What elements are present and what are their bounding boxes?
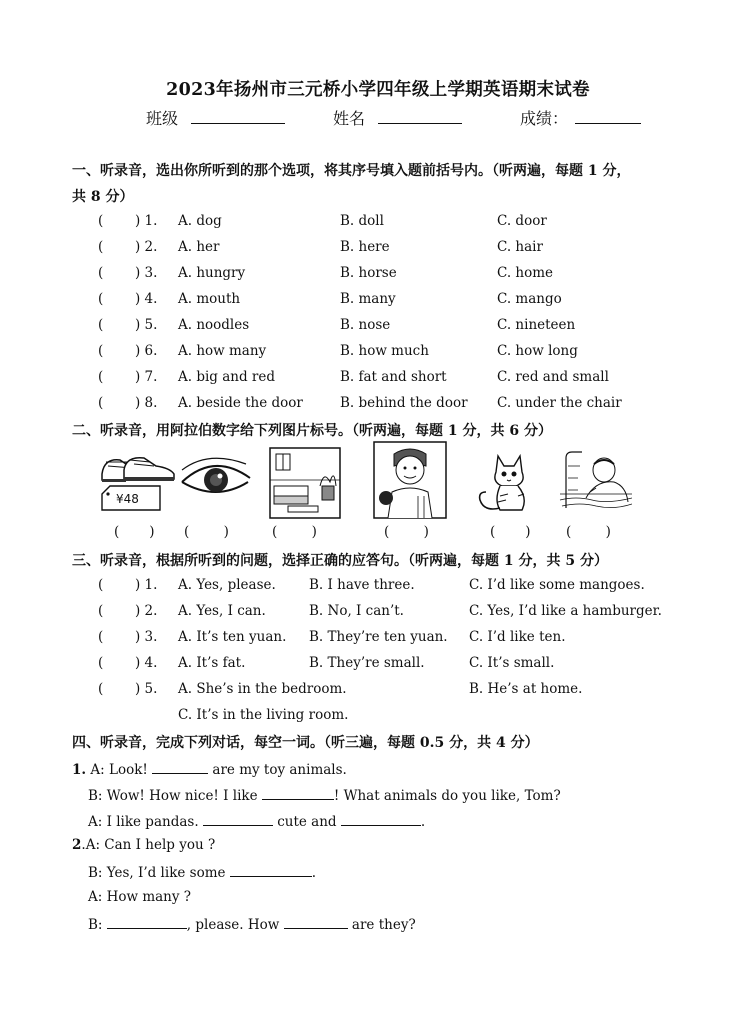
score-label: 成绩： (520, 109, 569, 128)
fill-blank[interactable] (341, 812, 421, 826)
dialogue-line (88, 812, 425, 830)
dialogue-line (72, 760, 347, 778)
option-c: C. Yes, I’d like a hamburger. (469, 603, 662, 619)
option-c: C. I’d like some mangoes. (469, 577, 645, 593)
option-a: A. It’s ten yuan. (178, 629, 287, 645)
answer-paren[interactable]: ( (98, 577, 104, 593)
dialogue-text: are my toy animals. (212, 762, 347, 778)
dialogue-line (88, 786, 561, 804)
fill-blank[interactable] (107, 915, 187, 929)
answer-paren[interactable]: ( (98, 317, 104, 333)
answer-paren[interactable]: ( (98, 291, 104, 307)
option-c: C. door (497, 213, 547, 229)
answer-paren[interactable]: ( (98, 369, 104, 385)
shoes-picture (98, 448, 178, 516)
section4-heading: 四、听录音，完成下列对话，每空一词。（听三遍，每题 0.5 分，共 4 分） (72, 735, 539, 751)
answer-paren[interactable]: ( (98, 239, 104, 255)
fill-blank[interactable] (152, 760, 208, 774)
option-c: C. mango (497, 291, 562, 307)
option-b: B. fat and short (340, 369, 447, 385)
fill-blank[interactable] (284, 915, 348, 929)
option-b: B. doll (340, 213, 384, 229)
option-a: A. She’s in the bedroom. (178, 681, 347, 697)
answer-paren[interactable]: ( (98, 603, 104, 619)
option-a: A. noodles (178, 317, 250, 333)
option-a: A. how many (178, 343, 267, 359)
item-number: ) 3. (135, 265, 158, 281)
class-field (146, 106, 285, 129)
option-b: B. behind the door (340, 395, 468, 411)
option-a: A. It’s fat. (178, 655, 246, 671)
option-a: A. dog (178, 213, 222, 229)
option-a: A. her (178, 239, 220, 255)
option-c: C. home (497, 265, 554, 281)
section1-heading: 一、听录音，选出你所听到的那个选项，将其序号填入题前括号内。（听两遍，每题 1 分， (72, 163, 631, 179)
living-room-picture (268, 446, 342, 520)
item-number: ) 5. (135, 681, 158, 697)
option-b: B. He’s at home. (469, 681, 583, 697)
name-field (333, 106, 462, 129)
dialogue-text: are they? (351, 917, 416, 933)
page-title: 2023年扬州市三元桥小学四年级上学期英语期末试卷 (166, 80, 590, 100)
price-tag: ¥48 (116, 492, 139, 506)
item-number: ) 3. (135, 629, 158, 645)
item-number: ) 6. (135, 343, 158, 359)
picture-answer-paren[interactable]: ( ) (490, 524, 531, 540)
fill-blank[interactable] (203, 812, 273, 826)
option-c: C. I’d like ten. (469, 629, 566, 645)
class-blank[interactable] (191, 110, 285, 124)
option-a: A. Yes, please. (178, 577, 276, 593)
picture-answer-paren[interactable]: ( ) (272, 524, 317, 540)
class-label: 班级 (146, 109, 179, 128)
option-b: B. No, I can’t. (309, 603, 404, 619)
bathroom-picture (556, 448, 632, 518)
option-b: B. how much (340, 343, 429, 359)
answer-paren[interactable]: ( (98, 213, 104, 229)
dialogue-text: A: I like pandas. (88, 814, 199, 830)
dialogue-text: B: Wow! How nice! I like (88, 788, 258, 804)
dialogue-text: B: Yes, I’d like some (88, 865, 226, 881)
picture-answer-paren[interactable]: ( ) (384, 524, 429, 540)
answer-paren[interactable]: ( (98, 265, 104, 281)
dialogue-text: cute and (277, 814, 337, 830)
picture-answer-paren[interactable]: ( ) (184, 524, 229, 540)
option-b: B. They’re small. (309, 655, 425, 671)
option-c: C. red and small (497, 369, 609, 385)
answer-paren[interactable]: ( (98, 681, 104, 697)
option-c: C. how long (497, 343, 578, 359)
section3-heading: 三、听录音，根据所听到的问题，选择正确的应答句。（听两遍，每题 1 分，共 5 分） (72, 553, 608, 569)
dialogue-line (88, 915, 416, 933)
option-a: A. beside the door (178, 395, 303, 411)
name-blank[interactable] (378, 110, 462, 124)
score-blank[interactable] (575, 110, 641, 124)
option-c: C. It’s small. (469, 655, 555, 671)
score-field (520, 106, 641, 129)
item-number: ) 2. (135, 239, 158, 255)
option-a: A. hungry (178, 265, 246, 281)
picture-answer-paren[interactable]: ( ) (566, 524, 611, 540)
dialogue-text: , please. How (186, 917, 280, 933)
picture-answer-paren[interactable]: ( ) (114, 524, 155, 540)
dialogue-number: 2 (72, 837, 82, 853)
item-number: ) 4. (135, 655, 158, 671)
dialogue-text: .A: Can I help you ? (81, 837, 216, 853)
item-number: ) 8. (135, 395, 158, 411)
dialogue-text: . (420, 814, 426, 830)
item-number: ) 1. (135, 577, 158, 593)
option-c: C. hair (497, 239, 543, 255)
option-a: A. Yes, I can. (178, 603, 266, 619)
dialogue-line: A: How many ? (88, 889, 192, 905)
option-c: C. It’s in the living room. (178, 707, 349, 723)
dialogue-text: A: Look! (90, 762, 148, 778)
boy-picture (372, 440, 448, 520)
option-b: B. I have three. (309, 577, 415, 593)
option-b: B. many (340, 291, 396, 307)
dialogue-text: . (311, 865, 317, 881)
option-b: B. horse (340, 265, 397, 281)
section2-heading: 二、听录音，用阿拉伯数字给下列图片标号。（听两遍，每题 1 分，共 6 分） (72, 423, 552, 439)
fill-blank[interactable] (230, 863, 312, 877)
dialogue-number: 1. (72, 762, 87, 778)
answer-paren[interactable]: ( (98, 395, 104, 411)
item-number: ) 5. (135, 317, 158, 333)
item-number: ) 2. (135, 603, 158, 619)
option-b: B. here (340, 239, 390, 255)
dialogue-line (88, 863, 316, 881)
item-number: ) 4. (135, 291, 158, 307)
answer-paren[interactable]: ( (98, 343, 104, 359)
option-a: A. big and red (178, 369, 275, 385)
option-b: B. nose (340, 317, 391, 333)
cat-picture (474, 450, 538, 518)
item-number: ) 7. (135, 369, 158, 385)
option-c: C. under the chair (497, 395, 622, 411)
answer-paren[interactable]: ( (98, 629, 104, 645)
section1-heading-cont: 共 8 分） (72, 189, 134, 205)
eye-picture (178, 452, 254, 502)
option-a: A. mouth (178, 291, 241, 307)
fill-blank[interactable] (262, 786, 334, 800)
name-label: 姓名 (333, 109, 366, 128)
dialogue-text: B: (88, 917, 103, 933)
dialogue-text: ! What animals do you like, Tom? (333, 788, 561, 804)
dialogue-line (72, 837, 215, 853)
option-c: C. nineteen (497, 317, 576, 333)
option-b: B. They’re ten yuan. (309, 629, 448, 645)
item-number: ) 1. (135, 213, 158, 229)
answer-paren[interactable]: ( (98, 655, 104, 671)
